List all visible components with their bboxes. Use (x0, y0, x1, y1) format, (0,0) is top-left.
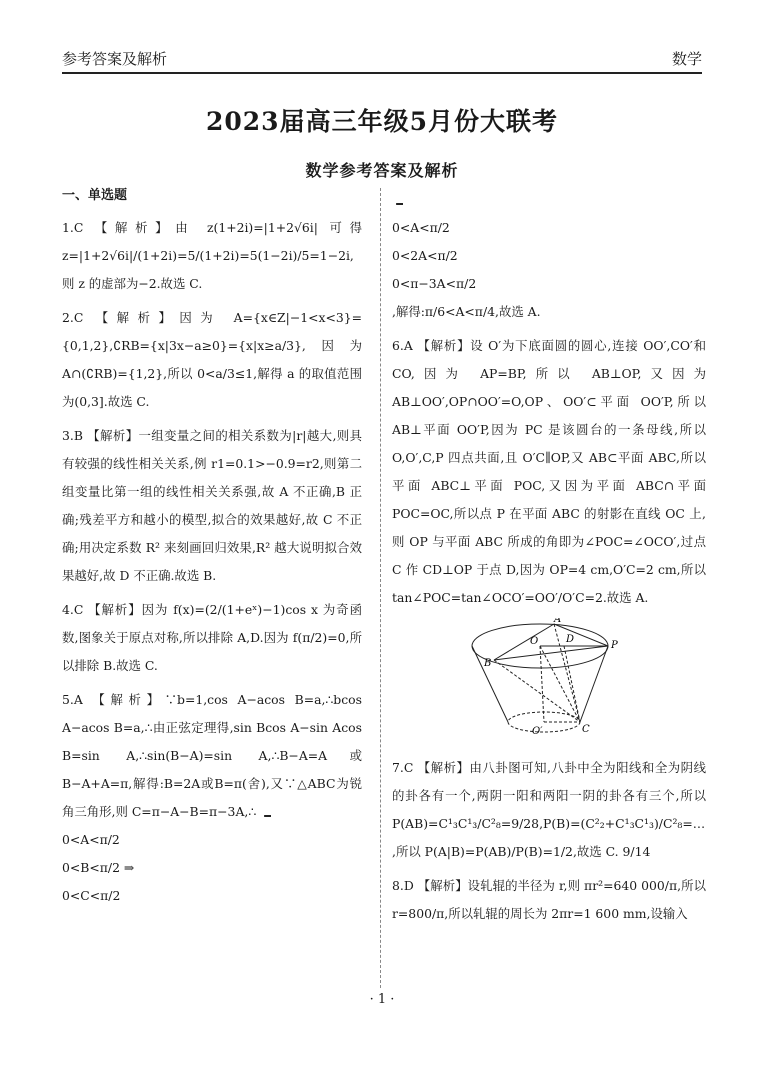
answer-q6 (392, 332, 706, 612)
label-o-prime: O′ (532, 726, 543, 737)
doc-subtitle: 数学参考答案及解析 (305, 161, 459, 180)
answer-q3-text: 3.B 【解析】一组变量之间的相关系数为|r|越大,则具有较强的线性相关关系,例 r1=0.1>−0.9=r2,则第二组变量比第一组的线性相关关系强,故 A 不正确,B 正确;残差平方和越小的模型,拟合的效果越好,故 C 不正确;用决定系数 R² 来刻画回归效果,R² 越大说明拟合效果越好,故 D 不正确.故选 B. (62, 428, 362, 583)
header-right: 数学 (671, 50, 702, 68)
answer-q8-text: 8.D 【解析】设轧辊的半径为 r,则 πr²=640 000/π,所以 r=800/π,所以轧辊的周长为 2πr=1 600 mm,设输入 (392, 878, 706, 921)
answer-q2 (62, 304, 362, 416)
left-column (62, 182, 362, 916)
ineq-1: 0<A<π/2 (62, 832, 120, 847)
answer-q1-text: 1.C 【解析】由 z(1+2i)=|1+2√6i| 可得 z=|1+2√6i|/(1+2i)=5/(1+2i)=5(1−2i)/5=1−2i,则 z 的虚部为−2.故选 C. (62, 220, 362, 291)
label-c: C (582, 724, 590, 735)
answer-q3 (62, 422, 362, 590)
answer-q5-end: ,解得:π/6<A<π/4,故选 A. (392, 304, 541, 319)
answer-q7-text: 7.C 【解析】由八卦图可知,八卦中全为阳线和全为阴线的卦各有一个,两阴一阳和两阳一阴的卦各有三个,所以 P(AB)=C¹₃C¹₃/C²₈=9/28,P(B)=(C²₂+C¹₃C¹₃)/C²₈=… ,所以 P(A|B)=P(AB)/P(B)=1/2,故选 C. (392, 760, 706, 859)
page-number: · 1 · (369, 992, 395, 1007)
label-b: B (484, 658, 492, 669)
answer-q5-cont (392, 186, 706, 326)
ineq-2: 0<B<π/2 ⇒ (62, 860, 135, 875)
label-d: D (566, 634, 575, 645)
column-divider (380, 188, 381, 988)
answer-q4-text: 4.C 【解析】因为 f(x)=(2/(1+eˣ)−1)cos x 为奇函数,图象关于原点对称,所以排除 A,D.因为 f(π/2)=0,所以排除 B.故选 C. (62, 602, 362, 673)
ineq2-2: 0<2A<π/2 (392, 248, 458, 263)
section-heading: 一、单选题 (62, 188, 128, 203)
ineq2-3: 0<π−3A<π/2 (392, 276, 477, 291)
ineq-3: 0<C<π/2 (62, 888, 121, 903)
answer-q8 (392, 872, 706, 928)
answer-q1 (62, 214, 362, 298)
header-left: 参考答案及解析 (62, 50, 168, 68)
label-p: P (611, 640, 618, 651)
frustum-figure (462, 618, 706, 748)
ineq2-1: 0<A<π/2 (392, 220, 450, 235)
answer-q7-frac: 9/14 (622, 844, 651, 859)
right-column (392, 186, 706, 934)
frustum-diagram (462, 618, 622, 738)
answer-q2-text: 2.C 【解析】因为 A={x∈Z|−1<x<3}={0,1,2},∁RB={x|3x−a≥0}={x|x≥a/3},因为 A∩(∁RB)={1,2},所以 0<a/3≤1,解得 a 的取值范围为(0,3].故选 C. (62, 310, 362, 409)
answer-q7 (392, 754, 706, 866)
answer-q4 (62, 596, 362, 680)
page-header (62, 48, 702, 74)
answer-q6-text: 6.A 【解析】设 O′为下底面圆的圆心,连接 OO′,CO′和 CO,因为 AP=BP,所以 AB⊥OP,又因为 AB⊥OO′,OP∩OO′=O,OP、OO′⊂平面 OO′P,所以 AB⊥平面 OO′P,因为 PC 是该圆台的一条母线,所以 O,O′,C,P 四点共面,且 O′C∥OP,又 AB⊂平面 ABC,所以平面 ABC⊥平面 POC,又因为平面 ABC∩平面 POC=OC,所以点 P 在平面 ABC 的射影在直线 OC 上,则 OP 与平面 ABC 所成的角即为∠POC=∠OCO′,过点 C 作 CD⊥OP 于点 D,因为 OP=4 cm,O′C=2 cm,所以 tan∠POC=tan∠OCO′=OO′/O′C=2.故选 A. (392, 338, 706, 605)
label-a: A (554, 618, 562, 625)
doc-title: 2023届高三年级5月份大联考 (206, 107, 558, 136)
answer-q5 (62, 686, 362, 910)
label-o: O (530, 636, 539, 647)
answer-q5-text: 5.A 【解析】∵b=1,cos A−acos B=a,∴bcos A−acos B=a,∴由正弦定理得,sin Bcos A−sin Acos B=sin A,∴sin(B−A)=sin A,∴B−A=A或B−A+A=π,解得:B=2A或B=π(舍),又∵△ABC为锐角三角形,则 C=π−A−B=π−3A,∴ (62, 692, 362, 819)
